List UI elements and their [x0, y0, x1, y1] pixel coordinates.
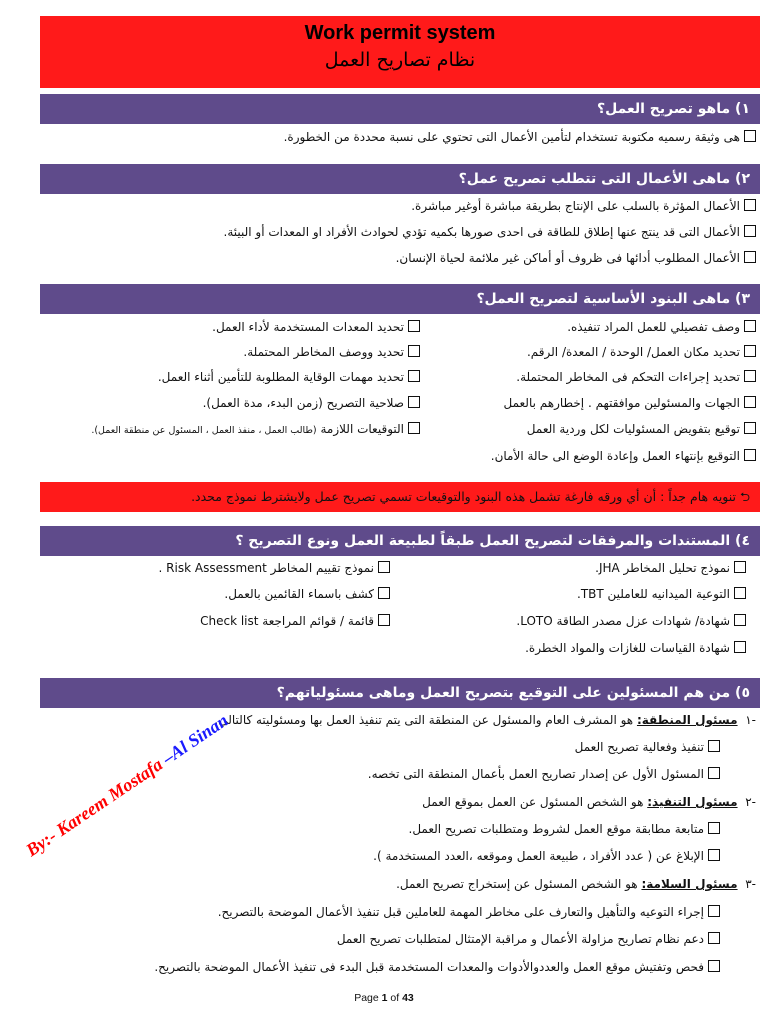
- checkbox-icon: [708, 822, 720, 834]
- checkbox-icon: [708, 905, 720, 917]
- role-1-line: -١ مسئول المنطقة: هو المشرف العام والمسئول عن المنطقة التى يتم تنفيذ العمل بها ومسئوليته كالتالي.: [214, 713, 756, 727]
- checkbox-icon: [744, 396, 756, 408]
- list-item: شهادة/ شهادات عزل مصدر الطاقة LOTO.: [516, 614, 746, 628]
- checkbox-icon: [408, 370, 420, 382]
- checkbox-icon: [744, 449, 756, 461]
- list-item: الأعمال التى قد ينتج عنها إطلاق للطاقة فى احدى صورها بكميه تؤدي لحوادث الأفراد او المعدات أو البيئة.: [224, 225, 756, 239]
- checkbox-icon: [744, 225, 756, 237]
- checkbox-icon: [734, 641, 746, 653]
- checkbox-icon: [708, 849, 720, 861]
- list-item: تحديد مكان العمل/ الوحدة / المعدة/ الرقم.: [527, 345, 756, 359]
- list-item: التوقيعات اللازمة (طالب العمل ، منفذ العمل ، المسئول عن منطقة العمل).: [91, 422, 420, 436]
- checkbox-icon: [408, 396, 420, 408]
- list-item: وصف تفصيلي للعمل المراد تنفيذه.: [567, 320, 756, 334]
- checkbox-icon: [734, 614, 746, 626]
- section-4-heading: ٤) المستندات والمرفقات لتصريح العمل طبقاً لطبيعة العمل ونوع التصريح ؟: [40, 526, 760, 556]
- list-item: فحص وتفتيش موقع العمل والعددوالأدوات والمعدات المستخدمة قبل البدء فى تنفيذ الأعمال الموضحة بالتصريح.: [154, 960, 720, 974]
- warning-banner: ⮌ تنويه هام جداً : أن أي ورقه فارغة تشمل هذه البنود والتوقيعات تسمي تصريح عمل ولايشترط نموذج محدد.: [40, 482, 760, 512]
- checkbox-icon: [408, 345, 420, 357]
- list-item: تحديد مهمات الوقاية المطلوبة للتأمين أثناء العمل.: [158, 370, 420, 384]
- list-item: الإبلاغ عن ( عدد الأفراد ، طبيعة العمل وموقعه ،العدد المستخدمة ).: [373, 849, 720, 863]
- checkbox-icon: [408, 320, 420, 332]
- list-item: هى وثيقة رسميه مكتوبة تستخدام لتأمين الأعمال التى تحتوي على نسبة محددة من الخطورة.: [284, 130, 756, 144]
- list-item: المسئول الأول عن إصدار تصاريح العمل بأعمال المنطقة التى تخصه.: [368, 767, 720, 781]
- section-3-heading: ٣) ماهى البنود الأساسية لتصريح العمل؟: [40, 284, 760, 314]
- list-item: الأعمال المطلوب أدائها فى ظروف أو أماكن غير ملائمة لحياة الإنسان.: [396, 251, 756, 265]
- section-2-heading: ٢) ماهى الأعمال التى تتطلب تصريح عمل؟: [40, 164, 760, 194]
- checkbox-icon: [744, 320, 756, 332]
- title-banner: [40, 16, 760, 88]
- list-item: قائمة / قوائم المراجعة Check list: [200, 614, 390, 628]
- list-item: الأعمال المؤثرة بالسلب على الإنتاج بطريقة مباشرة أوغير مباشرة.: [411, 199, 756, 213]
- checkbox-icon: [744, 199, 756, 211]
- checkbox-icon: [744, 345, 756, 357]
- list-item: نموذج تقييم المخاطر Risk Assessment .: [159, 561, 390, 575]
- checkbox-icon: [744, 251, 756, 263]
- section-5-heading: ٥) من هم المسئولين على التوقيع بتصريح العمل وماهى مسئولياتهم؟: [40, 678, 760, 708]
- role-3-line: -٣ مسئول السلامة: هو الشخص المسئول عن إستخراج تصريح العمل.: [396, 877, 756, 891]
- list-item: كشف باسماء القائمين بالعمل.: [224, 587, 390, 601]
- page-title-english: Work permit system: [304, 22, 496, 44]
- checkbox-icon: [734, 587, 746, 599]
- list-item: تحديد المعدات المستخدمة لأداء العمل.: [212, 320, 420, 334]
- checkbox-icon: [708, 960, 720, 972]
- checkbox-icon: [708, 740, 720, 752]
- page-number: Page 1 of 43: [354, 992, 414, 1004]
- list-item: إجراء التوعيه والتأهيل والتعارف على مخاطر المهمة للعاملين قبل تنفيذ الأعمال الموضحة بالتصريح.: [218, 905, 720, 919]
- checkbox-icon: [734, 561, 746, 573]
- page-title-arabic: نظام تصاريح العمل: [324, 49, 476, 71]
- section-1-heading: ١) ماهو تصريح العمل؟: [40, 94, 760, 124]
- role-2-line: -٢ مسئول التنفيذ: هو الشخص المسئول عن العمل بموقع العمل: [422, 795, 756, 809]
- list-item: نموذج تحليل المخاطر JHA.: [595, 561, 746, 575]
- checkbox-icon: [744, 130, 756, 142]
- list-item: التوعية الميدانيه للعاملين TBT.: [577, 587, 746, 601]
- list-item: تحديد ووصف المخاطر المحتملة.: [243, 345, 420, 359]
- list-item: الجهات والمسئولين موافقتهم . إخطارهم بالعمل: [503, 396, 756, 410]
- list-item: تنفيذ وفعالية تصريح العمل: [575, 740, 720, 754]
- checkbox-icon: [378, 561, 390, 573]
- author-signature: By:- Kareem Mostafa –Al Sinan: [22, 709, 232, 861]
- checkbox-icon: [708, 932, 720, 944]
- list-item: متابعة مطابقة موقع العمل لشروط ومتطلبات تصريح العمل.: [409, 822, 720, 836]
- checkbox-icon: [708, 767, 720, 779]
- checkbox-icon: [378, 614, 390, 626]
- checkbox-icon: [408, 422, 420, 434]
- role-title: مسئول السلامة:: [641, 877, 738, 891]
- list-item: توقيع بتفويض المسئوليات لكل وردية العمل: [527, 422, 756, 436]
- list-item: شهادة القياسات للغازات والمواد الخطرة.: [525, 641, 746, 655]
- arrow-circle-icon: ⮌: [736, 489, 750, 504]
- checkbox-icon: [744, 370, 756, 382]
- checkbox-icon: [744, 422, 756, 434]
- signatures-note: (طالب العمل ، منفذ العمل ، المسئول عن منطقة العمل).: [91, 425, 317, 436]
- role-title: مسئول التنفيذ:: [647, 795, 738, 809]
- role-title: مسئول المنطقة:: [636, 713, 738, 727]
- list-item: التوقيع بإنتهاء العمل وإعادة الوضع الى حالة الأمان.: [491, 449, 756, 463]
- checkbox-icon: [378, 587, 390, 599]
- list-item: تحديد إجراءات التحكم فى المخاطر المحتملة.: [516, 370, 756, 384]
- list-item: دعم نظام تصاريح مزاولة الأعمال و مراقبة الإمتثال لمتطلبات تصريح العمل: [337, 932, 720, 946]
- list-item: صلاحية التصريح (زمن البدء، مدة العمل).: [203, 396, 420, 410]
